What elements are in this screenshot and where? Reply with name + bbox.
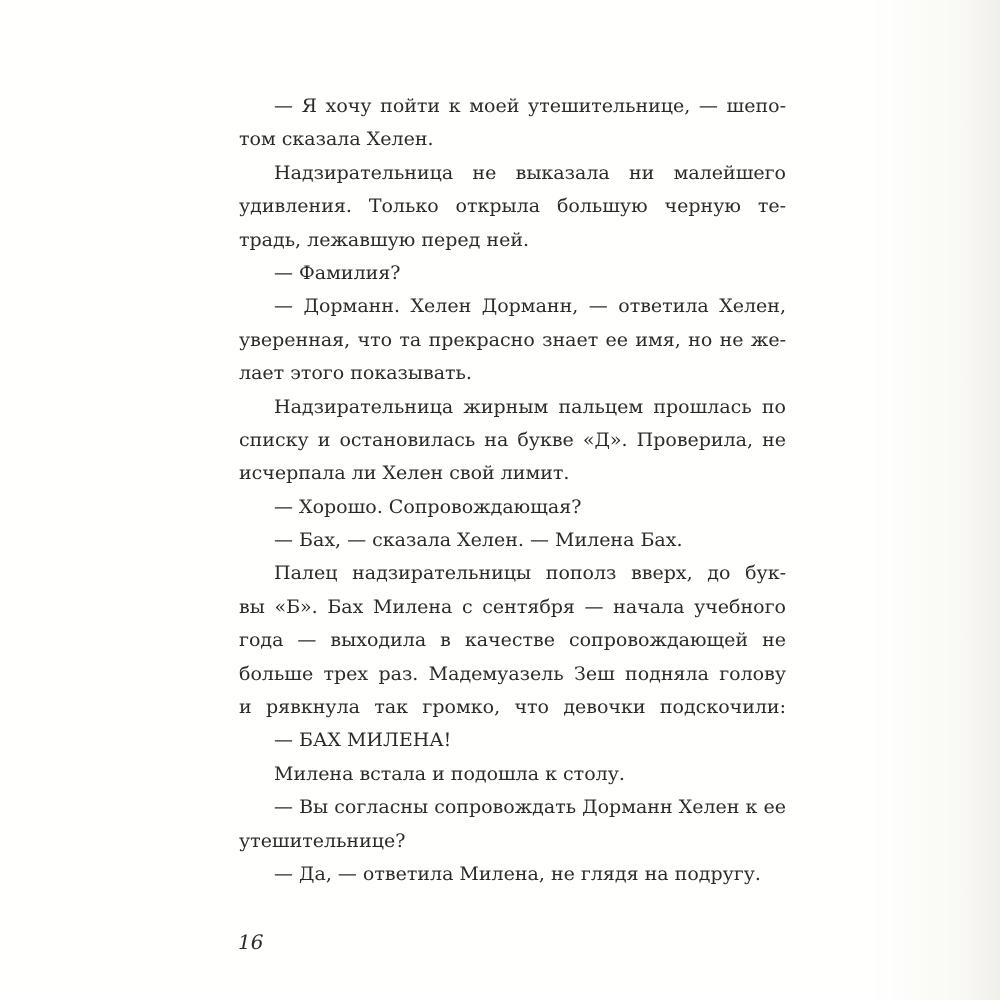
text-line: утешительнице? (239, 829, 406, 852)
text-line: уверенная, что та прекрасно знает ее имя, но не же- (239, 328, 786, 351)
text-line: и рявкнула так громко, что девочки подскочили: (239, 696, 786, 719)
text-line: исчерпала ли Хелен свой лимит. (239, 462, 570, 485)
text-line: — Да, — ответила Милена, не глядя на подругу. (274, 862, 761, 885)
text-line: вы «Б». Бах Милена с сентября — начала учебного (239, 595, 786, 618)
text-line: Милена встала и подошла к столу. (274, 762, 625, 785)
text-line: года — выходила в качестве сопровождающей не (239, 629, 786, 652)
text-line: — Дорманн. Хелен Дорманн, — ответила Хелен, (274, 295, 786, 318)
text-line: списку и остановилась на букве «Д». Проверила, не (239, 428, 786, 451)
text-line: — Я хочу пойти к моей утешительнице, — шепо- (274, 95, 786, 117)
page-edge-shadow (870, 0, 1000, 1000)
text-line: традь, лежавшую перед ней. (239, 228, 530, 251)
text-line: Палец надзирательницы пополз вверх, до бук- (274, 562, 786, 585)
text-line: Надзирательница жирным пальцем прошлась по (274, 395, 786, 418)
text-line: — Бах, — сказала Хелен. — Милена Бах. (274, 529, 683, 552)
page-number: 16 (238, 930, 264, 954)
text-line: удивления. Только открыла большую черную те- (239, 195, 786, 218)
text-line: — Фамилия? (274, 261, 401, 284)
text-line: — БАХ МИЛЕНА! (274, 729, 452, 752)
text-line: — Вы согласны сопровождать Дорманн Хелен к ее (274, 796, 786, 819)
body-text (239, 90, 786, 891)
text-line: том сказала Хелен. (239, 128, 434, 151)
text-line: лает этого показывать. (239, 362, 472, 385)
text-line: — Хорошо. Сопровождающая? (274, 495, 582, 518)
text-line: больше трех раз. Мадемуазель Зеш подняла голову (239, 662, 786, 685)
text-line: Надзирательница не выказала ни малейшего (274, 161, 786, 184)
